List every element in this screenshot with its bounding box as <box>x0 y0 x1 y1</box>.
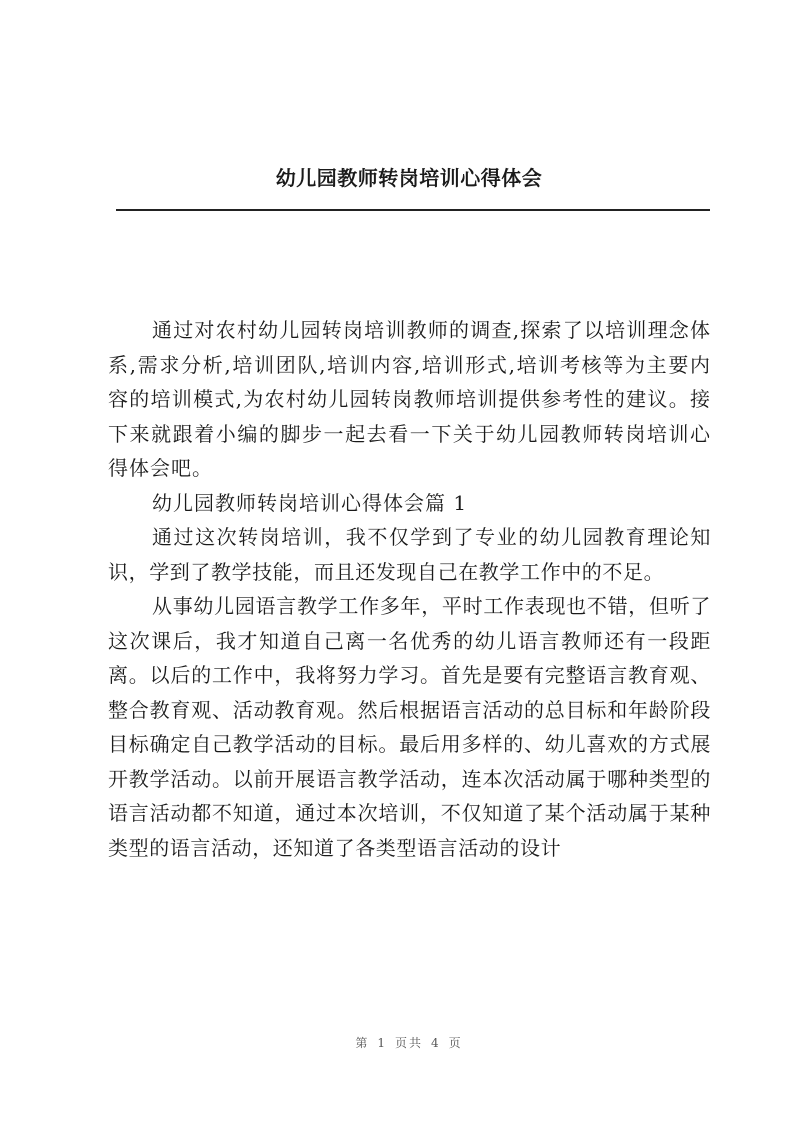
intro-paragraph: 通过对农村幼儿园转岗培训教师的调查,探索了以培训理念体系,需求分析,培训团队,培训内容,培训形式,培训考核等为主要内容的培训模式,为农村幼儿园转岗教师培训提供参考性的建议。接下来就跟着小编的脚步一起去看一下关于幼儿园教师转岗培训心得体会吧。 <box>108 318 711 480</box>
title-underline <box>116 209 710 211</box>
footer-suffix: 页 <box>448 1036 463 1050</box>
body-paragraph: 通过这次转岗培训，我不仅学到了专业的幼儿园教育理论知识，学到了教学技能，而且还发现自己在教学工作中的不足。 <box>108 525 711 584</box>
document-body <box>108 313 711 865</box>
page-footer <box>0 1034 800 1051</box>
document-title: 幼儿园教师转岗培训心得体会 <box>275 166 543 190</box>
section-heading: 幼儿园教师转岗培训心得体会篇 1 <box>152 490 468 515</box>
footer-page-number: 1 <box>377 1036 387 1050</box>
body-paragraph: 从事幼儿园语言教学工作多年，平时工作表现也不错，但听了这次课后，我才知道自己离一名优秀的幼儿语言教师还有一段距离。以后的工作中，我将努力学习。首先是要有完整语言教育观、整合教育观、活动教育观。然后根据语言活动的总目标和年龄阶段目标确定自己教学活动的目标。最后用多样的、幼儿喜欢的方式展开教学活动。以前开展语言教学活动，连本次活动属于哪种类型的语言活动都不知道，通过本次培训，不仅知道了某个活动属于某种类型的语言活动，还知道了各类型语言活动的设计 <box>108 594 711 860</box>
footer-page-total: 4 <box>431 1036 441 1050</box>
footer-prefix: 第 <box>355 1036 370 1050</box>
footer-mid: 页共 <box>394 1036 423 1050</box>
